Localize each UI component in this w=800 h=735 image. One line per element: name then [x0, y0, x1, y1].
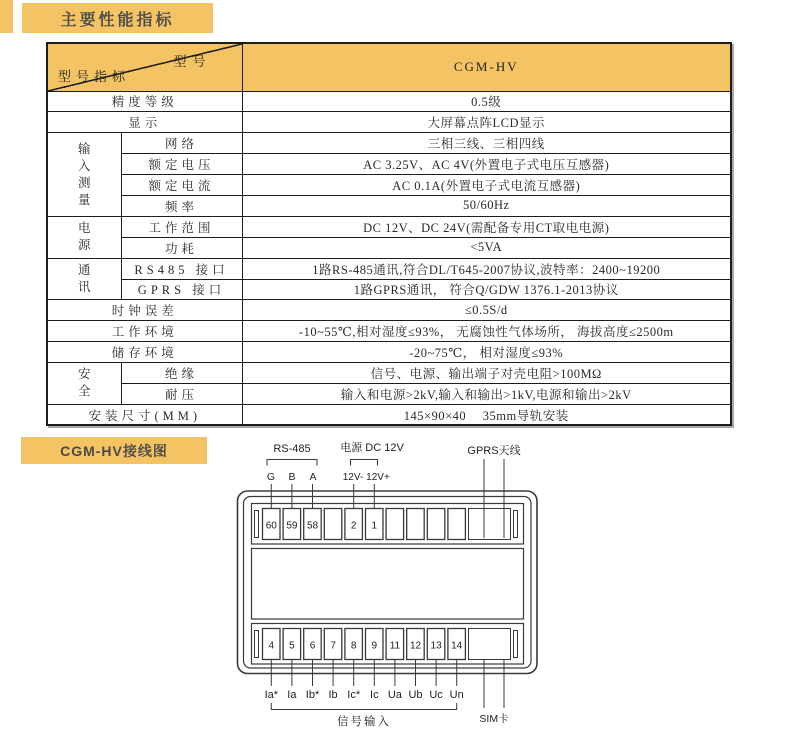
spec-value: AC 3.25V、AC 4V(外置电子式电压互感器)	[242, 154, 731, 175]
group-label: 通讯	[77, 263, 91, 295]
signal-pin: Ia*	[264, 689, 279, 701]
signal-pin: Ia	[287, 689, 297, 701]
terminal-number: 4	[268, 640, 275, 652]
group-label: 电源	[77, 221, 91, 253]
rs485-bracket	[267, 460, 317, 466]
pin-label-12v-minus: 12V-	[342, 472, 364, 483]
spec-value: DC 12V、DC 24V(需配备专用CT取电电源)	[242, 216, 731, 237]
spec-label: 绝缘	[121, 363, 242, 384]
spec-label: GPRS 接口	[121, 279, 242, 300]
table-row	[47, 154, 731, 175]
group-label: 安全	[77, 367, 91, 399]
terminal-number: 9	[371, 640, 378, 652]
display-area	[252, 549, 524, 620]
spec-label: 安装尺寸(MM)	[47, 404, 242, 425]
table-row	[47, 133, 731, 154]
signal-pin: Un	[449, 689, 464, 701]
group-cell-safety	[47, 363, 121, 405]
signal-input-label: 信号输入	[337, 716, 391, 728]
corner-label-indicator: 型号指标	[58, 68, 131, 84]
spec-value: 1路RS-485通讯,符合DL/T645-2007协议,波特率：2400~19200	[242, 258, 731, 279]
spec-label: 工作环境	[47, 321, 242, 342]
spec-value: 大屏幕点阵LCD显示	[242, 112, 731, 133]
signal-pin: Uc	[429, 689, 443, 701]
power-bracket	[351, 460, 378, 466]
corner-accent-patch	[0, 0, 13, 33]
terminal-number: 14	[451, 640, 463, 652]
wiring-diagram	[0, 435, 800, 735]
spec-label: 精度等级	[47, 91, 242, 112]
terminal-number: 11	[389, 640, 401, 652]
spec-value: ≤0.5S/d	[242, 300, 731, 321]
sim-card-label: SIM卡	[479, 713, 509, 725]
spec-label: 频率	[121, 195, 242, 216]
power-supply-label: 电源 DC 12V	[340, 442, 404, 454]
spec-value: 三相三线、三相四线	[242, 133, 731, 154]
spec-label: 储存环境	[47, 342, 242, 363]
terminal-number: 7	[330, 640, 336, 652]
table-row	[47, 300, 731, 321]
rs485-bus-label: RS-485	[273, 443, 311, 455]
gprs-antenna-label: GPRS天线	[467, 445, 521, 457]
terminal-number: 8	[350, 640, 357, 652]
pin-label-a: A	[309, 471, 317, 483]
spec-label: 网络	[121, 133, 242, 154]
table-row	[47, 279, 731, 300]
group-label: 输入测量	[77, 141, 91, 207]
spec-value: 输入和电源>2kV,输入和输出>1kV,电源和输出>2kV	[242, 383, 731, 404]
pin-label-b: B	[288, 471, 296, 483]
section-title-wiring: CGM-HV接线图	[21, 437, 207, 464]
spec-label: 耐压	[121, 383, 242, 404]
table-row	[47, 195, 731, 216]
spec-value: 1路GPRS通讯， 符合Q/GDW 1376.1-2013协议	[242, 279, 731, 300]
section-title-performance: 主要性能指标	[22, 3, 213, 33]
table-row	[47, 258, 731, 279]
spec-label: RS485 接口	[121, 258, 242, 279]
spec-label: 额定电流	[121, 175, 242, 196]
spec-value: 50/60Hz	[242, 195, 731, 216]
terminal-number: 60	[265, 520, 277, 532]
terminal-number: 59	[286, 520, 298, 532]
terminal-number: 58	[306, 520, 319, 532]
table-row	[47, 342, 731, 363]
table-row	[47, 321, 731, 342]
table-row	[47, 175, 731, 196]
table-row	[47, 112, 731, 133]
table-row	[47, 216, 731, 237]
terminal-number: 13	[430, 640, 442, 652]
table-row	[47, 363, 731, 384]
terminal-number: 5	[289, 640, 295, 652]
table-row	[47, 404, 731, 425]
group-cell-comm	[47, 258, 121, 300]
signal-input-bracket	[271, 703, 456, 710]
signal-pin: Ic	[370, 689, 379, 701]
terminal-number: 6	[309, 640, 316, 652]
signal-pin-labels	[265, 689, 464, 701]
corner-label-model: 型号	[173, 54, 212, 69]
terminal-number: 2	[350, 520, 357, 532]
spec-value: -10~55℃,相对湿度≤93%， 无腐蚀性气体场所， 海拔高度≤2500m	[242, 321, 731, 342]
spec-value: AC 0.1A(外置电子式电流互感器)	[242, 175, 731, 196]
group-cell-input	[47, 133, 121, 217]
spec-label: 功耗	[121, 237, 242, 258]
spec-value: 0.5级	[242, 91, 731, 112]
table-row	[47, 237, 731, 258]
spec-value: -20~75℃， 相对湿度≤93%	[242, 342, 731, 363]
group-cell-power	[47, 216, 121, 258]
spec-value: <5VA	[242, 237, 731, 258]
signal-pin: Ib	[328, 689, 338, 701]
spec-value: 145×90×40 35mm导轨安装	[242, 404, 731, 425]
table-row	[47, 91, 731, 112]
spec-label: 显示	[47, 112, 242, 133]
table-corner-cell	[47, 43, 242, 91]
spec-table	[46, 42, 732, 426]
pin-label-12v-plus: 12V+	[366, 472, 390, 483]
spec-label: 额定电压	[121, 154, 242, 175]
signal-pin: Ub	[408, 689, 423, 701]
pin-label-g: G	[266, 471, 276, 483]
spec-value: 信号、电源、输出端子对壳电阻>100MΩ	[242, 363, 731, 384]
model-header-cell: CGM-HV	[242, 43, 731, 91]
signal-pin: Ib*	[305, 689, 320, 701]
signal-pin: Ic*	[347, 689, 361, 701]
signal-pin: Ua	[387, 689, 402, 701]
spec-label: 工作范围	[121, 216, 242, 237]
terminal-number: 1	[371, 520, 378, 532]
spec-label: 时钟误差	[47, 300, 242, 321]
sim-card-slot	[469, 629, 511, 660]
table-row	[47, 383, 731, 404]
terminal-number: 12	[409, 640, 422, 652]
